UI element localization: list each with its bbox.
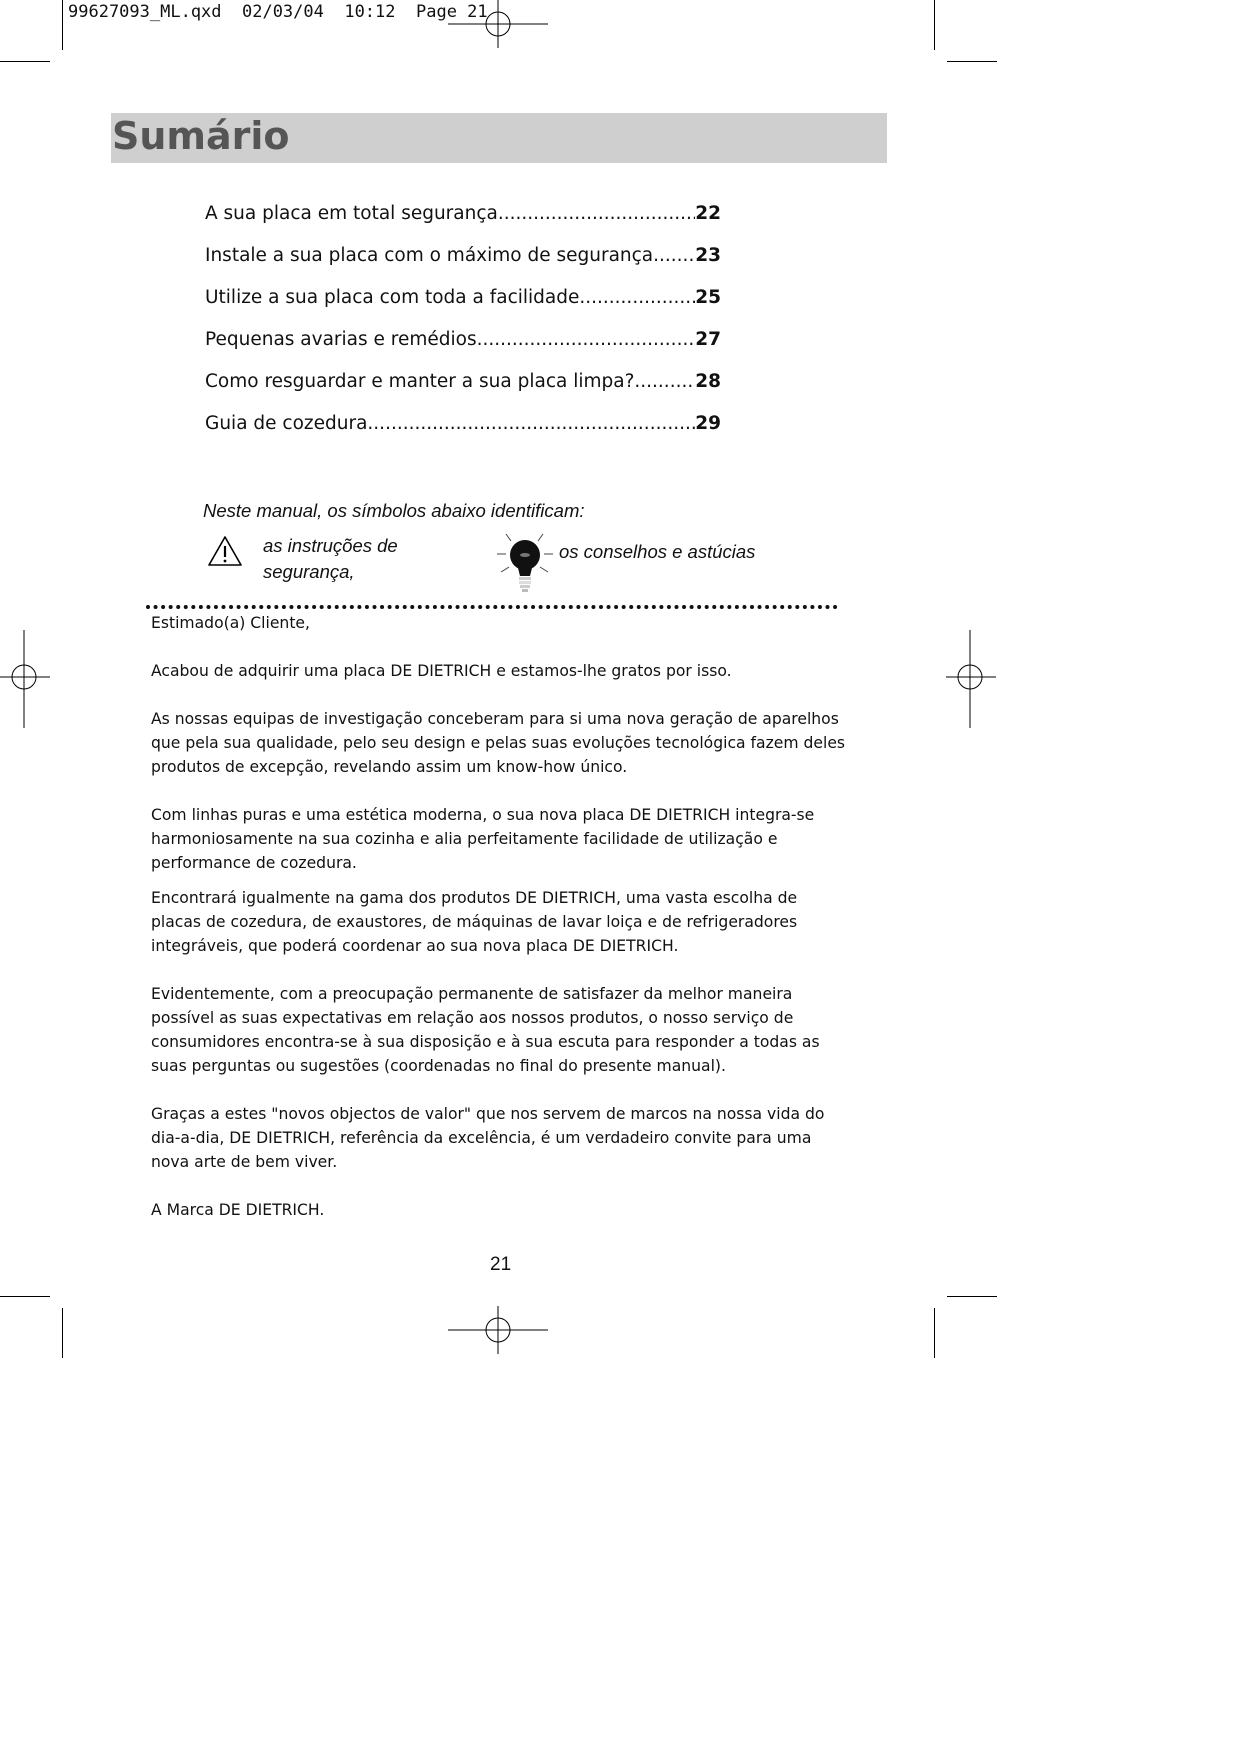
toc-entry [205,408,721,450]
warning-label-line2: segurança, [263,561,355,582]
toc-entry [205,324,721,366]
toc-entry-page: 28 [695,371,721,392]
lightbulb-icon [496,530,554,596]
toc-entry-label: Utilize a sua placa com toda a facilidade [205,287,580,308]
letter-signature: A Marca DE DIETRICH. [151,1201,325,1219]
letter-paragraph: Com linhas puras e uma estética moderna, o sua nova placa DE DIETRICH integra-se harmoniosamente na sua cozinha e alia perfeitamente facilidade de utilização e performance de cozedura. [151,806,815,872]
letter-paragraph: Evidentemente, com a preocupação permanente de satisfazer da melhor maneira possível as suas expectativas em relação aos nossos produtos, o nosso serviço de consumidores encontra-se à sua disposição e à sua escuta para responder a todas as suas perguntas ou sugestões (coordenadas no final do presente manual). [151,985,820,1075]
toc-entry [205,366,721,408]
toc-leader [579,282,695,324]
toc-entry-label: Instale a sua placa com o máximo de segurança [205,245,654,266]
dotted-separator [146,604,838,610]
letter-paragraph: As nossas equipas de investigação conceberam para si uma nova geração de aparelhos que pela sua qualidade, pelo seu design e pelas suas evoluções tecnológica fazem deles produtos de excepção, revelando assim um know-how único. [151,710,846,776]
page-title: Sumário [112,114,290,158]
toc-leader [367,408,695,450]
toc-entry-page: 25 [695,287,721,308]
letter-greeting: Estimado(a) Cliente, [151,614,310,632]
toc-entry [205,282,721,324]
toc-leader [653,240,695,282]
toc-leader [477,324,696,366]
toc-entry-page: 22 [695,203,721,224]
symbols-intro: Neste manual, os símbolos abaixo identificam: [203,500,585,521]
toc-entry-page: 23 [695,245,721,266]
tip-symbol-label: os conselhos e astúcias [559,541,756,562]
table-of-contents [205,198,721,450]
page-number: 21 [490,1254,512,1275]
warning-symbol-label [263,533,463,585]
toc-leader [634,366,695,408]
letter-paragraph: Graças a estes "novos objectos de valor" que nos servem de marcos na nossa vida do dia-a-dia, DE DIETRICH, referência da excelência, é um verdadeiro convite para uma nova arte de bem viver. [151,1105,825,1171]
toc-entry [205,198,721,240]
print-slug: 99627093_ML.qxd 02/03/04 10:12 Page 21 [68,2,488,22]
letter-paragraph: Acabou de adquirir uma placa DE DIETRICH e estamos-lhe gratos por isso. [151,662,732,680]
warning-label-line1: as instruções de [263,535,398,556]
toc-entry-label: Pequenas avarias e remédios [205,329,477,350]
letter-paragraph: Encontrará igualmente na gama dos produtos DE DIETRICH, uma vasta escolha de placas de cozedura, de exaustores, de máquinas de lavar loiça e de refrigeradores integráveis, que poderá coordenar ao sua nova placa DE DIETRICH. [151,889,798,955]
toc-entry-label: A sua placa em total segurança [205,203,498,224]
toc-entry-label: Como resguardar e manter a sua placa limpa? [205,371,635,392]
toc-entry-page: 29 [695,413,721,434]
toc-entry [205,240,721,282]
toc-entry-page: 27 [695,329,721,350]
toc-entry-label: Guia de cozedura [205,413,368,434]
toc-leader [498,198,695,240]
warning-triangle-icon [207,534,243,568]
